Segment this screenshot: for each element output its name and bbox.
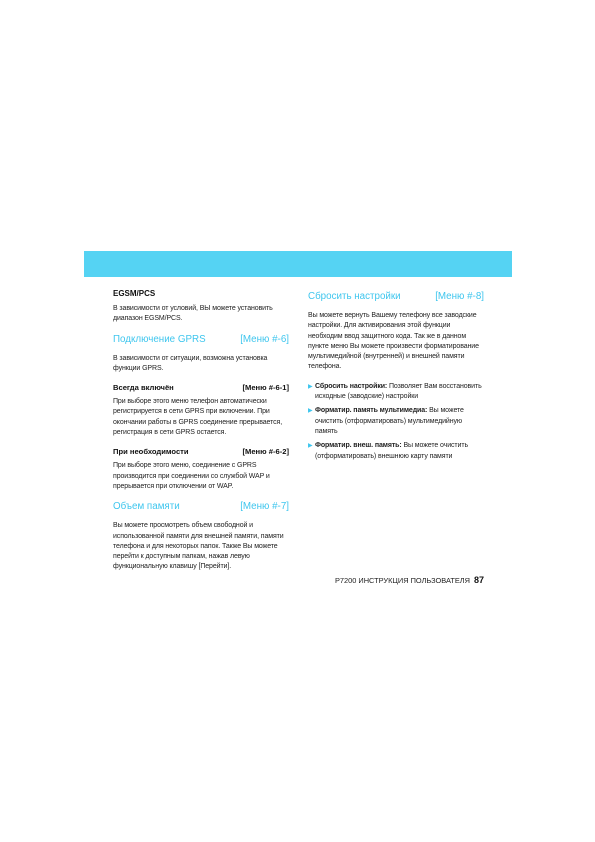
gprs-heading: Подключение GPRS — [113, 333, 206, 345]
memory-heading: Объем памяти — [113, 501, 180, 513]
footer-title: P7200 ИНСТРУКЦИЯ ПОЛЬЗОВАТЕЛЯ — [334, 576, 470, 585]
gprs-text: В зависимости от ситуации, возможна установка функции GPRS. — [113, 354, 268, 372]
memory-menu: [Меню #-7] — [240, 501, 289, 513]
page-footer — [308, 570, 484, 588]
always-on-heading — [113, 383, 289, 392]
list-item — [308, 441, 484, 462]
triangle-bullet-icon: ▶ — [308, 408, 313, 415]
when-needed-menu: [Меню #-6-2] — [242, 447, 289, 457]
reset-section-heading — [308, 291, 484, 302]
list-item-label: Форматир. внеш. память: — [315, 442, 402, 450]
when-needed-heading — [113, 447, 289, 456]
reset-heading: Сбросить настройки — [308, 291, 401, 302]
list-item-label: Форматир. память мультимедиа: — [315, 407, 428, 415]
egsm-title: EGSM/PCS — [113, 289, 156, 298]
list-item — [308, 382, 484, 403]
triangle-bullet-icon: ▶ — [308, 443, 313, 450]
list-item-label: Сбросить настройки: — [315, 382, 388, 390]
memory-text: Вы можете просмотреть объем свободной и использованной памяти для внешней памяти, памяти телефона и для некоторых папок. Также Вы можете перейти к доступным папкам, нажав левую функциональную клавишу [Перейти]. — [113, 522, 284, 571]
gprs-menu: [Меню #-6] — [240, 333, 289, 345]
list-item-text: Позволяет Вам восстановить исходные (заводские) настройки — [315, 382, 482, 401]
memory-section-heading — [113, 501, 289, 512]
reset-text: Вы можете вернуть Вашему телефону все заводские настройки. Для активирования этой функции необходим ввод защитного кода. Так же в данном пункте меню Вы можете произвести форматирование мультимедийной (внутренней) и внешней памяти телефона. — [308, 312, 479, 371]
header-banner — [84, 251, 512, 277]
list-item — [308, 406, 484, 437]
always-on-menu: [Меню #-6-1] — [242, 383, 289, 393]
when-needed-text: При выборе этого меню, соединение с GPRS производится при соединении со службой WAP и прерывается при отключении от WAP. — [113, 462, 270, 490]
left-column — [113, 289, 289, 582]
right-column — [308, 289, 484, 466]
reset-list — [308, 382, 484, 462]
list-item-text: Вы можете очистить (отформатировать) мультимедийную память — [315, 407, 464, 435]
gprs-section-heading — [113, 334, 289, 345]
triangle-bullet-icon: ▶ — [308, 383, 313, 390]
when-needed-label: При необходимости — [113, 447, 189, 457]
list-item-text: Вы можете очистить (отформатировать) внешнюю карту памяти — [315, 442, 469, 460]
always-on-text: При выборе этого меню телефон автоматически регистрируется в сети GPRS при включении. При окончании работы в GPRS соединение прерывается, регистрация в сети GPRS остается. — [113, 398, 283, 437]
page-number: 87 — [473, 575, 484, 585]
reset-menu: [Меню #-8] — [435, 291, 484, 302]
always-on-label: Всегда включён — [113, 383, 174, 393]
egsm-text: В зависимости от условий, ВЫ можете установить диапазон EGSM/PCS. — [113, 305, 273, 323]
